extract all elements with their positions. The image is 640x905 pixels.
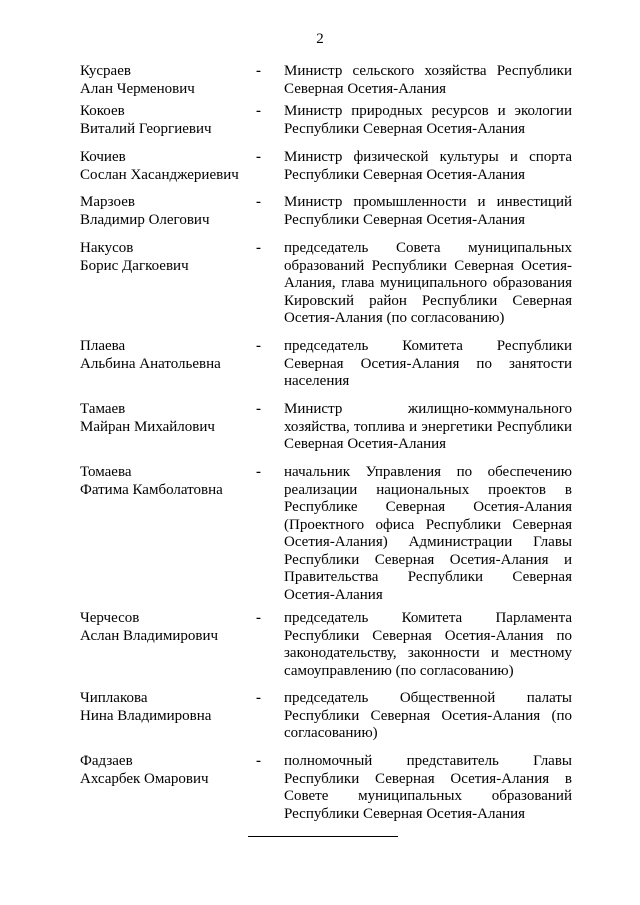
member-name <box>80 464 256 499</box>
member-list <box>80 63 572 833</box>
member-given-names: Аслан Владимирович <box>80 627 219 644</box>
member-role: полномочный представитель Главы Республики Северная Осетия-Алания в Совете муниципальных образований Республики Северная Осетия-Алания <box>284 753 572 822</box>
member-given-names: Альбина Анатольевна <box>80 355 221 372</box>
separator-dash: - <box>256 401 261 417</box>
member-entry <box>80 240 572 338</box>
member-surname: Чиплакова <box>80 690 148 706</box>
separator-dash: - <box>256 194 261 210</box>
separator-dash: - <box>256 690 261 706</box>
member-surname: Томаева <box>80 464 132 480</box>
member-role: Министр жилищно-коммунального хозяйства, топлива и энергетики Республики Северная Осетия-Алания <box>284 401 572 452</box>
member-name <box>80 194 256 229</box>
member-given-names: Нина Владимировна <box>80 707 212 724</box>
member-role: председатель Совета муниципальных образований Республики Северная Осетия-Алания, глава муниципального образования Кировский район Республики Северная Осетия-Алания (по согласованию) <box>284 240 572 326</box>
member-name <box>80 610 256 645</box>
member-given-names: Ахсарбек Омарович <box>80 770 209 787</box>
member-surname: Плаева <box>80 338 126 354</box>
member-given-names: Сослан Хасанджериевич <box>80 166 239 183</box>
member-entry <box>80 149 572 194</box>
member-surname: Фадзаев <box>80 753 133 769</box>
member-name <box>80 753 256 788</box>
separator-dash: - <box>256 63 261 79</box>
member-role: Министр природных ресурсов и экологии Республики Северная Осетия-Алания <box>284 103 572 137</box>
member-role: Министр промышленности и инвестиций Республики Северная Осетия-Алания <box>284 194 572 228</box>
member-role: начальник Управления по обеспечению реализации национальных проектов в Республике Северная Осетия-Алания (Проектного офиса Республики Северная Осетия-Алания) Администрации Главы Республики Северная Осетия-Алания и Правительства Республики Северная Осетия-Алания <box>284 464 572 603</box>
separator-dash: - <box>256 464 261 480</box>
member-entry <box>80 610 572 690</box>
member-name <box>80 63 256 98</box>
member-entry <box>80 338 572 401</box>
separator-dash: - <box>256 610 261 626</box>
page-number: 2 <box>316 31 324 47</box>
member-role: Министр сельского хозяйства Республики Северная Осетия-Алания <box>284 63 572 97</box>
member-surname: Кочиев <box>80 149 126 165</box>
separator-dash: - <box>256 240 261 256</box>
member-role: председатель Комитета Парламента Республики Северная Осетия-Алания по законодательству, законности и местному самоуправлению (по согласованию) <box>284 610 572 679</box>
member-entry <box>80 63 572 103</box>
member-given-names: Борис Дагкоевич <box>80 257 189 274</box>
member-role: председатель Комитета Республики Северная Осетия-Алания по занятости населения <box>284 338 572 389</box>
member-given-names: Фатима Камболатовна <box>80 481 223 498</box>
member-entry <box>80 753 572 833</box>
member-role: председатель Общественной палаты Республики Северная Осетия-Алания (по согласованию) <box>284 690 572 741</box>
member-name <box>80 338 256 373</box>
member-entry <box>80 103 572 149</box>
member-entry <box>80 690 572 753</box>
member-name <box>80 690 256 725</box>
separator-dash: - <box>256 103 261 119</box>
member-given-names: Виталий Георгиевич <box>80 120 212 137</box>
member-name <box>80 103 256 138</box>
member-surname: Кусраев <box>80 63 131 79</box>
member-surname: Накусов <box>80 240 134 256</box>
separator-dash: - <box>256 338 261 354</box>
member-name <box>80 240 256 275</box>
member-name <box>80 401 256 436</box>
member-role: Министр физической культуры и спорта Республики Северная Осетия-Алания <box>284 149 572 183</box>
member-surname: Тамаев <box>80 401 126 417</box>
member-given-names: Алан Черменович <box>80 80 195 97</box>
member-given-names: Владимир Олегович <box>80 211 210 228</box>
member-name <box>80 149 256 184</box>
separator-dash: - <box>256 753 261 769</box>
member-surname: Кокоев <box>80 103 125 119</box>
member-entry <box>80 194 572 240</box>
closing-divider-line <box>248 836 398 837</box>
member-surname: Марзоев <box>80 194 135 210</box>
member-given-names: Майран Михайлович <box>80 418 215 435</box>
separator-dash: - <box>256 149 261 165</box>
member-entry <box>80 401 572 464</box>
member-entry <box>80 464 572 610</box>
member-surname: Черчесов <box>80 610 140 626</box>
